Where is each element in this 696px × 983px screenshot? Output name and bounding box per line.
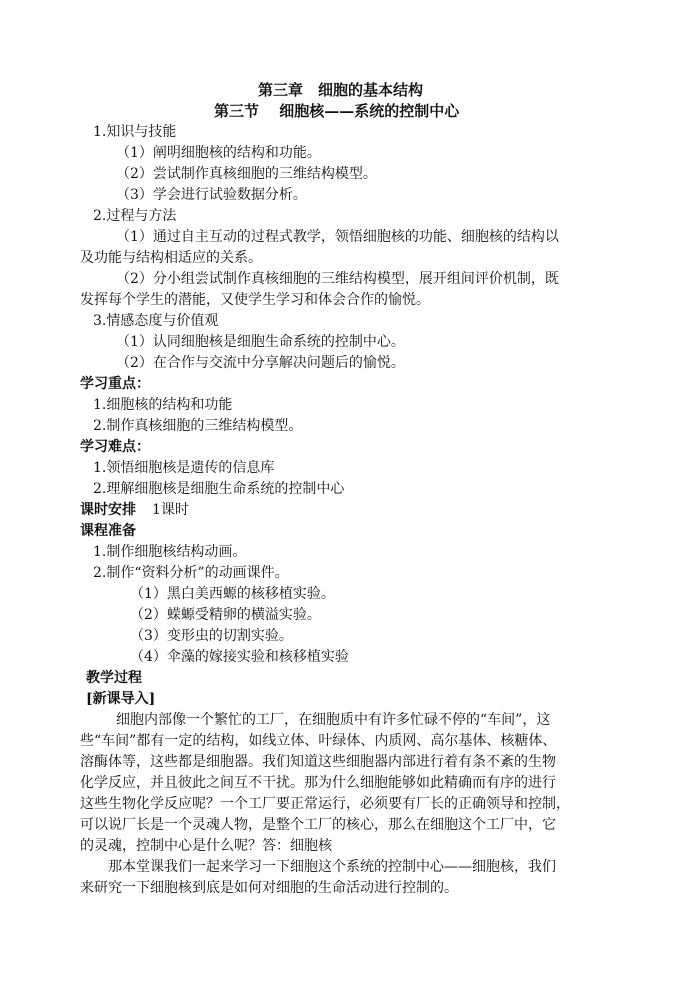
attitude-item: （2）在合作与交流中分享解决问题后的愉悦。 xyxy=(116,355,405,371)
key-point-item: 1.细胞核的结构和功能 xyxy=(93,397,233,413)
schedule-value: 1课时 xyxy=(152,502,189,518)
process-heading: 2.过程与方法 xyxy=(93,208,177,224)
process-paragraph-line: （1）通过自主互动的过程式教学，领悟细胞核的功能、细胞核的结构以 xyxy=(116,229,559,245)
process-paragraph-line: 发挥每个学生的潜能，又使学生学习和体会合作的愉悦。 xyxy=(80,292,430,308)
process-paragraph-line: 及功能与结构相适应的关系。 xyxy=(80,250,262,266)
intro-line: 溶酶体等，这些都是细胞器。我们知道这些细胞器内部进行着有条不紊的生物 xyxy=(80,754,556,770)
closing-line: 来研究一下细胞核到底是如何对细胞的生命活动进行控制的。 xyxy=(80,880,458,896)
intro-line: 化学反应，并且彼此之间互不干扰。那为什么细胞能够如此精确而有序的进行 xyxy=(80,775,556,791)
preparation-sub-item: （3）变形虫的切割实验。 xyxy=(130,628,293,644)
knowledge-heading: 1.知识与技能 xyxy=(93,124,177,140)
knowledge-item: （3）学会进行试验数据分析。 xyxy=(116,187,307,203)
intro-line: 可以说厂长是一个灵魂人物，是整个工厂的核心，那么在细胞这个工厂中，它 xyxy=(80,817,556,833)
process-paragraph-line: （2）分小组尝试制作真核细胞的三维结构模型，展开组间评价机制，既 xyxy=(116,271,559,287)
difficulty-item: 2.理解细胞核是细胞生命系统的控制中心 xyxy=(93,481,345,497)
new-lesson-intro-heading: [新课导入] xyxy=(86,691,156,707)
key-point-item: 2.制作真核细胞的三维结构模型。 xyxy=(93,418,303,434)
preparation-item: 2.制作“资料分析”的动画课件。 xyxy=(93,565,289,581)
key-points-heading: 学习重点： xyxy=(80,376,150,392)
teaching-process-heading: 教学过程 xyxy=(86,670,142,686)
chapter-title: 第三章 细胞的基本结构 xyxy=(258,81,424,99)
preparation-item: 1.制作细胞核结构动画。 xyxy=(93,544,247,560)
difficulty-item: 1.领悟细胞核是遗传的信息库 xyxy=(93,460,275,476)
preparation-heading: 课程准备 xyxy=(80,523,136,539)
intro-line: 些“车间”都有一定的结构，如线立体、叶绿体、内质网、高尔基体、核糖体、 xyxy=(80,733,557,749)
knowledge-item: （2）尝试制作真核细胞的三维结构模型。 xyxy=(116,166,377,182)
schedule-line xyxy=(80,500,189,520)
section-title: 第三节 细胞核——系统的控制中心 xyxy=(214,102,460,120)
preparation-sub-item: （4）伞藻的嫁接实验和核移植实验 xyxy=(130,649,349,665)
schedule-label: 课时安排 xyxy=(80,502,136,518)
preparation-sub-item: （1）黑白美西螈的核移植实验。 xyxy=(130,586,335,602)
intro-line: 这些生物化学反应呢？一个工厂要正常运行，必须要有厂长的正确领导和控制， xyxy=(80,796,570,812)
knowledge-item: （1）阐明细胞核的结构和功能。 xyxy=(116,145,321,161)
attitude-item: （1）认同细胞核是细胞生命系统的控制中心。 xyxy=(116,334,405,350)
closing-line: 那本堂课我们一起来学习一下细胞这个系统的控制中心——细胞核，我们 xyxy=(108,859,556,875)
intro-line: 的灵魂，控制中心是什么呢？答：细胞核 xyxy=(80,838,332,854)
intro-line: 细胞内部像一个繁忙的工厂，在细胞质中有许多忙碌不停的“车间”，这 xyxy=(116,712,551,728)
preparation-sub-item: （2）蝾螈受精卵的横溢实验。 xyxy=(130,607,321,623)
attitude-heading: 3.情感态度与价值观 xyxy=(93,313,219,329)
difficulties-heading: 学习难点： xyxy=(80,439,150,455)
